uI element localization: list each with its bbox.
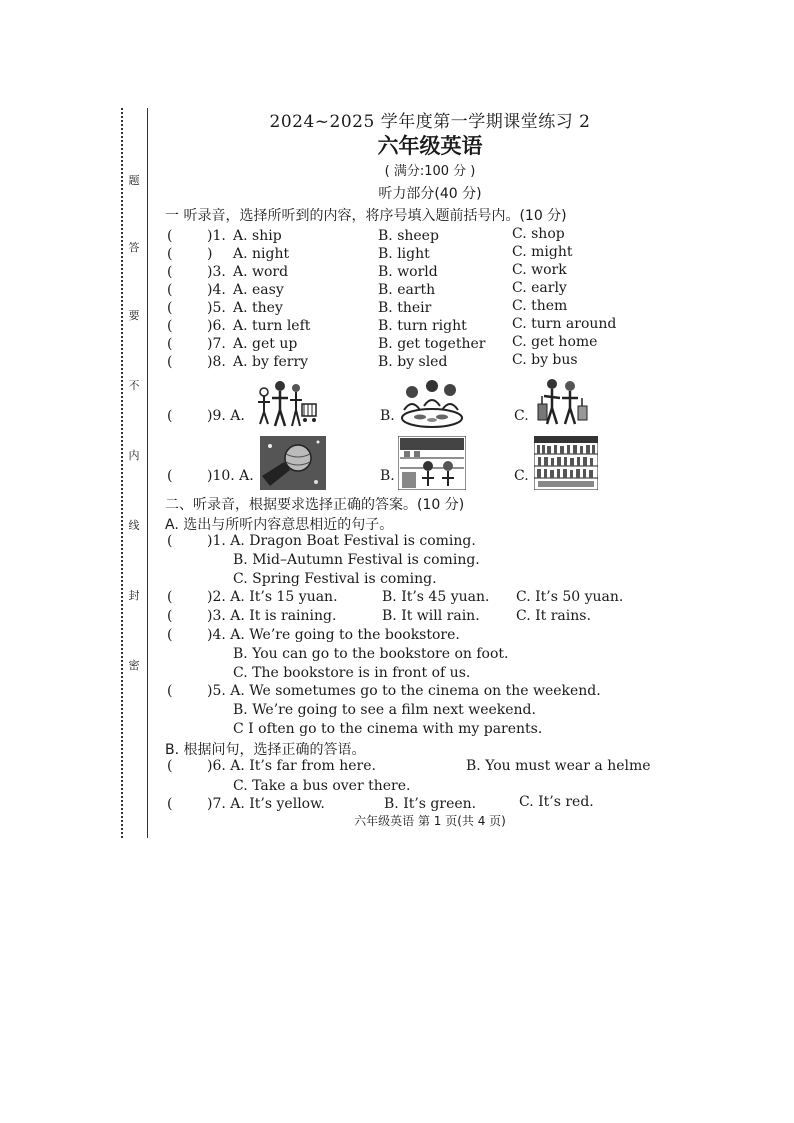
answer-paren[interactable]: ( bbox=[167, 796, 173, 812]
option-a: A. they bbox=[233, 300, 283, 316]
option-a: A. word bbox=[233, 264, 289, 280]
option-b: B. by sled bbox=[378, 354, 448, 370]
question-row bbox=[0, 300, 794, 318]
question-option-a: )2. A. It’s 15 yuan. bbox=[207, 589, 338, 605]
question-option-a: )1. A. Dragon Boat Festival is coming. bbox=[207, 533, 476, 549]
option-c: C. It’s red. bbox=[519, 794, 594, 810]
question-option-a: )5. A. We sometumes go to the cinema on the weekend. bbox=[207, 683, 601, 699]
option-c-label: C. bbox=[514, 468, 529, 484]
question-number: )6. bbox=[207, 318, 226, 334]
question-option-a: )7. A. It’s yellow. bbox=[207, 796, 325, 812]
option-b: B. light bbox=[378, 246, 430, 262]
planetarium-picture[interactable] bbox=[260, 436, 326, 490]
travelers-picture[interactable] bbox=[534, 376, 590, 430]
option-b: B. their bbox=[378, 300, 432, 316]
question-option-a: )6. A. It’s far from here. bbox=[207, 758, 376, 774]
question-number: )8. bbox=[207, 354, 226, 370]
option-b: B. You must wear a helme bbox=[466, 758, 651, 774]
option-c: C. shop bbox=[512, 226, 565, 242]
option-c: C. them bbox=[512, 298, 568, 314]
shop-picture[interactable] bbox=[398, 436, 466, 490]
option-b: B. get together bbox=[378, 336, 486, 352]
option-a: A. night bbox=[233, 246, 290, 262]
question-number: )10. A. bbox=[207, 468, 254, 484]
question-number: )1. bbox=[207, 228, 226, 244]
seal-char: 封 bbox=[128, 589, 140, 602]
answer-paren[interactable]: ( bbox=[167, 589, 173, 605]
option-b-label: B. bbox=[380, 408, 395, 424]
question-row bbox=[0, 608, 794, 626]
answer-paren[interactable]: ( bbox=[167, 264, 173, 280]
question-number: )5. bbox=[207, 300, 226, 316]
option-b-label: B. bbox=[380, 468, 395, 484]
option-b: B. We’re going to see a film next weekend. bbox=[233, 702, 536, 718]
question-row bbox=[0, 354, 794, 372]
seal-char: 内 bbox=[128, 449, 140, 462]
answer-paren[interactable]: ( bbox=[167, 683, 173, 699]
option-c: C. get home bbox=[512, 334, 598, 350]
question-row bbox=[0, 318, 794, 336]
seal-char: 要 bbox=[128, 309, 140, 322]
option-b: B. It’s green. bbox=[384, 796, 477, 812]
option-c: C. work bbox=[512, 262, 567, 278]
family-shopping-picture[interactable] bbox=[252, 378, 320, 430]
option-a: A. by ferry bbox=[233, 354, 309, 370]
section2-heading: 二、听录音，根据要求选择正确的答案。(10 分) bbox=[165, 497, 465, 513]
option-c-label: C. bbox=[514, 408, 529, 424]
seal-char: 题 bbox=[128, 174, 140, 187]
answer-paren[interactable]: ( bbox=[167, 758, 173, 774]
question-row bbox=[0, 336, 794, 354]
answer-paren[interactable]: ( bbox=[167, 627, 173, 643]
option-b: B. It’s 45 yuan. bbox=[382, 589, 490, 605]
option-b: B. sheep bbox=[378, 228, 439, 244]
option-c: C I often go to the cinema with my parents. bbox=[233, 721, 543, 737]
question-number: ) bbox=[207, 246, 213, 262]
part-title: 听力部分(40 分) bbox=[378, 186, 482, 202]
option-c: C. The bookstore is in front of us. bbox=[233, 665, 471, 681]
question-number: )9. A. bbox=[207, 408, 245, 424]
question-number: )7. bbox=[207, 336, 226, 352]
question-row bbox=[0, 589, 794, 607]
question-row bbox=[0, 627, 794, 645]
answer-paren[interactable]: ( bbox=[167, 354, 173, 370]
option-b: B. turn right bbox=[378, 318, 467, 334]
picture-question-10 bbox=[0, 468, 794, 486]
question-row bbox=[0, 758, 794, 776]
answer-paren[interactable]: ( bbox=[167, 318, 173, 334]
question-number: )4. bbox=[207, 282, 226, 298]
option-b: B. world bbox=[378, 264, 438, 280]
option-b: B. You can go to the bookstore on foot. bbox=[233, 646, 509, 662]
option-c: C. early bbox=[512, 280, 567, 296]
answer-paren[interactable]: ( bbox=[167, 228, 173, 244]
option-b: B. earth bbox=[378, 282, 436, 298]
library-shelves-picture[interactable] bbox=[534, 436, 598, 490]
option-c: C. turn around bbox=[512, 316, 617, 332]
option-c: C. Spring Festival is coming. bbox=[233, 571, 437, 587]
exam-title: 2024~2025 学年度第一学期课堂练习 2 bbox=[269, 112, 591, 132]
option-b: B. Mid–Autumn Festival is coming. bbox=[233, 552, 480, 568]
option-c: C. by bus bbox=[512, 352, 578, 368]
family-dinner-picture[interactable] bbox=[398, 376, 466, 430]
question-row bbox=[0, 264, 794, 282]
option-a: A. get up bbox=[233, 336, 298, 352]
seal-char: 线 bbox=[128, 519, 140, 532]
seal-char: 答 bbox=[128, 241, 140, 254]
question-row bbox=[0, 533, 794, 551]
option-c: C. might bbox=[512, 244, 573, 260]
full-score: ( 满分:100 分 ) bbox=[384, 164, 476, 179]
answer-paren[interactable]: ( bbox=[167, 282, 173, 298]
option-b: B. It will rain. bbox=[382, 608, 480, 624]
answer-paren[interactable]: ( bbox=[167, 608, 173, 624]
section1-heading: 一 听录音，选择所听到的内容，将序号填入题前括号内。(10 分) bbox=[165, 208, 567, 224]
option-c: C. It’s 50 yuan. bbox=[516, 589, 624, 605]
question-row bbox=[0, 246, 794, 264]
seal-char: 密 bbox=[128, 659, 140, 672]
answer-paren[interactable]: ( bbox=[167, 408, 173, 424]
question-row bbox=[0, 228, 794, 246]
option-a: A. easy bbox=[233, 282, 284, 298]
option-c: C. It rains. bbox=[516, 608, 591, 624]
question-option-a: )3. A. It is raining. bbox=[207, 608, 337, 624]
question-row bbox=[0, 683, 794, 701]
part-a-instruction: A. 选出与所听内容意思相近的句子。 bbox=[165, 517, 394, 533]
question-row bbox=[0, 282, 794, 300]
answer-paren[interactable]: ( bbox=[167, 300, 173, 316]
question-option-a: )4. A. We’re going to the bookstore. bbox=[207, 627, 460, 643]
option-a: A. turn left bbox=[233, 318, 311, 334]
seal-char: 不 bbox=[128, 379, 140, 392]
answer-paren[interactable]: ( bbox=[167, 336, 173, 352]
answer-paren[interactable]: ( bbox=[167, 468, 173, 484]
page-footer: 六年级英语 第 1 页(共 4 页) bbox=[354, 814, 506, 828]
part-b-instruction: B. 根据问句，选择正确的答语。 bbox=[165, 742, 366, 758]
picture-question-9 bbox=[0, 408, 794, 426]
option-c: C. Take a bus over there. bbox=[233, 778, 411, 794]
subject-title: 六年级英语 bbox=[377, 134, 483, 158]
question-number: )3. bbox=[207, 264, 226, 280]
option-a: A. ship bbox=[233, 228, 282, 244]
answer-paren[interactable]: ( bbox=[167, 533, 173, 549]
answer-paren[interactable]: ( bbox=[167, 246, 173, 262]
